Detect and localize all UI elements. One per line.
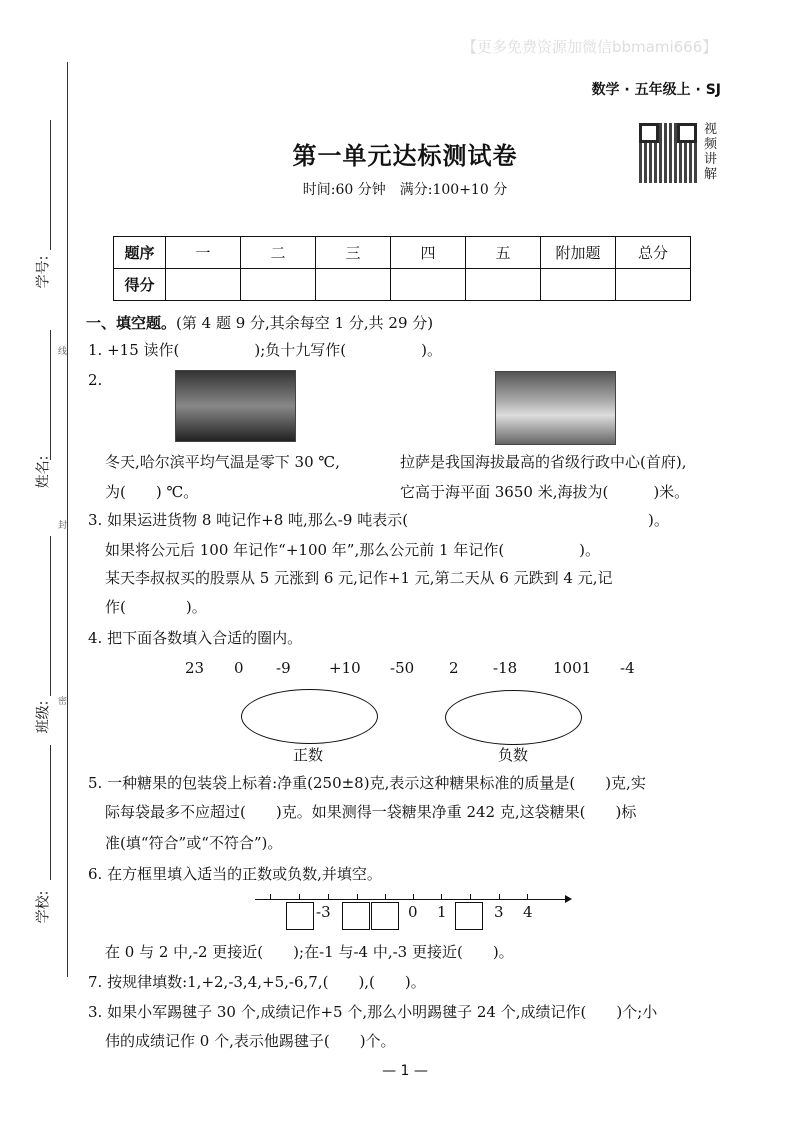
qr-code-icon xyxy=(639,123,697,183)
potala-palace-photo xyxy=(495,371,616,445)
score-cell[interactable] xyxy=(316,269,391,301)
question-3-line: 作( )。 xyxy=(105,598,207,616)
tick xyxy=(441,894,442,899)
section-title: 一、填空题。 xyxy=(86,314,177,332)
qr-label: 视频讲解 xyxy=(704,122,718,182)
answer-box[interactable] xyxy=(455,902,483,930)
class-label: 班级: xyxy=(35,700,52,734)
table-cell: 四 xyxy=(391,237,466,269)
number-item: -4 xyxy=(620,659,635,677)
score-cell[interactable] xyxy=(466,269,541,301)
negative-circle[interactable] xyxy=(445,690,582,745)
table-cell: 二 xyxy=(241,237,316,269)
tick xyxy=(328,894,329,899)
table-row xyxy=(114,237,691,269)
number-line xyxy=(255,899,567,900)
watermark: 【更多免费资源加微信bbmami666】 xyxy=(462,38,718,56)
tick xyxy=(413,894,414,899)
number-item: -50 xyxy=(390,659,415,677)
score-cell[interactable] xyxy=(391,269,466,301)
page-title: 第一单元达标测试卷 xyxy=(292,141,518,170)
number-item: 2 xyxy=(449,659,459,677)
answer-box[interactable] xyxy=(371,902,399,930)
table-cell: 一 xyxy=(166,237,241,269)
question-5-line: 际每袋最多不应超过( )克。如果测得一袋糖果净重 242 克,这袋糖果( )标 xyxy=(105,803,637,821)
field-line xyxy=(50,330,51,460)
question-3: 3. 如果运进货物 8 吨记作+8 吨,那么-9 吨表示( )。 xyxy=(88,511,669,529)
margin-rule xyxy=(67,62,68,977)
axis-label: 1 xyxy=(437,903,447,921)
question-3-line: 某天李叔叔买的股票从 5 元涨到 6 元,记作+1 元,第二天从 6 元跌到 4 元,记 xyxy=(105,569,613,587)
student-id-label: 学号: xyxy=(35,255,52,289)
score-cell[interactable] xyxy=(541,269,616,301)
positive-label: 正数 xyxy=(293,746,324,764)
seal-mark: 封 xyxy=(58,521,68,531)
seal-mark: 密 xyxy=(58,697,68,707)
exam-info: 时间:60 分钟 满分:100+10 分 xyxy=(302,182,508,198)
axis-label: 0 xyxy=(408,903,418,921)
name-label: 姓名: xyxy=(35,455,52,489)
question-2-number: 2. xyxy=(88,371,103,389)
number-item: 1001 xyxy=(553,659,592,677)
field-line xyxy=(50,120,51,250)
question-3-line: 如果将公元后 100 年记作“+100 年”,那么公元前 1 年记作( )。 xyxy=(105,541,601,559)
tick xyxy=(357,894,358,899)
answer-box[interactable] xyxy=(342,902,370,930)
school-label: 学校: xyxy=(35,890,52,924)
field-line xyxy=(50,536,51,696)
tick xyxy=(470,894,471,899)
axis-label: 4 xyxy=(523,903,533,921)
table-cell: 总分 xyxy=(616,237,691,269)
q2-right-line1: 拉萨是我国海拔最高的省级行政中心(首府), xyxy=(400,453,687,471)
question-6: 6. 在方框里填入适当的正数或负数,并填空。 xyxy=(88,865,382,883)
field-line xyxy=(50,745,51,880)
section-note: (第 4 题 9 分,其余每空 1 分,共 29 分) xyxy=(176,314,434,332)
q2-left-line1: 冬天,哈尔滨平均气温是零下 30 ℃, xyxy=(105,453,340,471)
table-cell: 得分 xyxy=(114,269,166,301)
section-heading xyxy=(86,313,433,333)
table-cell: 三 xyxy=(316,237,391,269)
negative-label: 负数 xyxy=(498,746,529,764)
number-item: 0 xyxy=(234,659,244,677)
question-5: 5. 一种糖果的包装袋上标着:净重(250±8)克,表示这种糖果标准的质量是( )克,实 xyxy=(88,774,646,792)
q2-right-line2: 它高于海平面 3650 米,海拔为( )米。 xyxy=(400,483,690,501)
table-row xyxy=(114,269,691,301)
seal-mark: 线 xyxy=(58,347,68,357)
tick xyxy=(299,894,300,899)
number-item: -9 xyxy=(276,659,291,677)
question-6-followup: 在 0 与 2 中,-2 更接近( );在-1 与-4 中,-3 更接近( )。 xyxy=(105,943,514,961)
positive-circle[interactable] xyxy=(241,689,378,744)
score-table xyxy=(113,236,691,301)
score-cell[interactable] xyxy=(616,269,691,301)
tick xyxy=(527,894,528,899)
q2-left-line2: 为( ) ℃。 xyxy=(105,483,199,501)
answer-box[interactable] xyxy=(286,902,314,930)
score-cell[interactable] xyxy=(166,269,241,301)
arrow-icon xyxy=(565,895,572,903)
number-item: -18 xyxy=(493,659,518,677)
question-8: 3. 如果小军踢毽子 30 个,成绩记作+5 个,那么小明踢毽子 24 个,成绩记作( )个;小 xyxy=(88,1003,658,1021)
subject-header: 数学 · 五年级上 · SJ xyxy=(591,82,721,98)
axis-label: 3 xyxy=(494,903,504,921)
number-item: 23 xyxy=(185,659,205,677)
axis-label: -3 xyxy=(316,903,331,921)
tick xyxy=(499,894,500,899)
number-item: +10 xyxy=(329,659,361,677)
table-cell: 题序 xyxy=(114,237,166,269)
question-4: 4. 把下面各数填入合适的圈内。 xyxy=(88,629,303,647)
score-cell[interactable] xyxy=(241,269,316,301)
table-cell: 附加题 xyxy=(541,237,616,269)
page-number: — 1 — xyxy=(382,1063,428,1079)
tick xyxy=(270,894,271,899)
question-8-line: 伟的成绩记作 0 个,表示他踢毽子( )个。 xyxy=(105,1032,396,1050)
question-5-line: 准(填“符合”或“不符合”)。 xyxy=(105,834,283,852)
harbin-ice-photo xyxy=(175,370,296,442)
tick xyxy=(385,894,386,899)
question-1: 1. +15 读作( );负十九写作( )。 xyxy=(88,341,442,359)
question-7: 7. 按规律填数:1,+2,-3,4,+5,-6,7,( ),( )。 xyxy=(88,973,426,991)
table-cell: 五 xyxy=(466,237,541,269)
